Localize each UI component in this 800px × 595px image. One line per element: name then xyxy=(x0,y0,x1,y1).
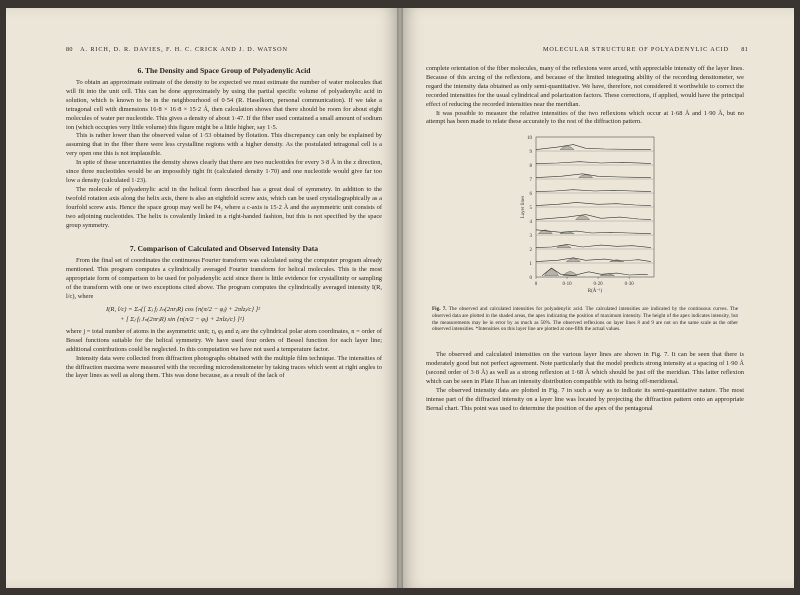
calculated-intensity-curve xyxy=(536,174,651,178)
y-tick-label: 2 xyxy=(529,248,532,254)
y-tick-label: 10 xyxy=(527,136,532,142)
calculated-intensity-curve xyxy=(536,190,651,192)
left-page-number: 80 xyxy=(66,46,73,53)
right-page-number: 81 xyxy=(741,46,748,53)
intensity-equation xyxy=(106,305,382,325)
y-tick-label: 9 xyxy=(529,150,532,156)
calculated-intensity-curve xyxy=(536,245,651,248)
equation-line-2: + [ Σⱼ fⱼ Jₙ(2πrⱼR) sin {n(π/2 − φⱼ) + 2πlzⱼ/c} ]²} xyxy=(120,315,245,323)
calculated-intensity-curve xyxy=(536,215,651,220)
figure-7-caption-text: The observed and calculated intensities for polyadenylic acid. The calculated intensities are indicated by the continuous curves. The observed data are plotted in the shaded areas, the apex indicating the position of maximum intensity. The height of the apex indicates intensity, but the measurements may be in error by as much as 50%. The observed reflexions on layer lines 8 and 9 are not on the same scale as the other observed intensities. *Intensities on this layer line are plotted at one-fifth the actual values. xyxy=(432,306,738,333)
x-tick-label: 0·30 xyxy=(624,282,634,288)
right-paragraph-4: The observed intensity data are plotted in Fig. 7 in such a way as to indicate its semi-quantitative nature. The most intense part of the diffracted intensity on a layer line was located by projecting the diffraction pattern onto an appropriate Bernal chart. This point was used to determine the position of the apex of the pentagonal xyxy=(426,386,744,412)
right-page-content xyxy=(426,65,744,414)
section-7-paragraph-3: Intensity data were collected from diffraction photographs obtained with the multiple film technique. The intensities of the diffraction maxima were measured with the recording microdensitometer by taking traces which went at right angles to the layer lines as well as along them. This was done because, as a result of the lack of xyxy=(66,354,382,380)
left-page-content xyxy=(66,66,382,381)
x-tick-label: 0·10 xyxy=(562,282,572,288)
right-paragraph-2: It was possible to measure the relative intensities of the two reflexions which occur at 1·68 Å and 1·90 Å, but no attempt has been made to relate these accurately to the rest of the diffraction pattern. xyxy=(426,109,744,126)
section-6-paragraph-4: The molecule of polyadenylic acid in the helical form described has a great deal of symmetry. In addition to the twofold rotation axis along the helix axis, there is also an eightfold screw axis, which can be used crystallographically as a fourfold screw axis. Hence the space group may well be P4₂ where a c-axis is 15·2 Å and the asymmetric unit consists of two adjoining nucleotides. The helix is covalently linked in a right-handed fashion, but this is not specified by the space group symmetry. xyxy=(66,185,382,229)
figure-7-chart xyxy=(426,131,744,297)
x-tick-label: 0·20 xyxy=(593,282,603,288)
y-tick-label: 6 xyxy=(529,192,532,198)
left-running-head xyxy=(66,46,288,53)
left-running-head-text: A. RICH, D. R. DAVIES, F. H. C. CRICK AND J. D. WATSON xyxy=(80,46,288,53)
y-tick-label: 7 xyxy=(529,178,532,184)
section-6-paragraph-2: This is rather lower than the observed value of 1·53 obtained by flotation. This discrepancy can only be explained by assuming that in the fiber there were less crystalline regions with a higher density. As the postulated tetragonal cell is a very open one this is not implausible. xyxy=(66,132,382,158)
calculated-intensity-curve xyxy=(536,258,651,262)
calculated-intensity-curve xyxy=(542,268,648,276)
calculated-intensity-curve xyxy=(536,230,651,234)
figure-7-caption xyxy=(432,306,738,332)
x-tick-label: 0 xyxy=(534,282,538,288)
y-tick-label: 1 xyxy=(529,262,532,268)
section-7-title: 7. Comparison of Calculated and Observed Intensity Data xyxy=(129,244,319,254)
x-axis-label: R(Å⁻¹) xyxy=(587,289,603,295)
book-spread xyxy=(6,8,794,588)
y-tick-label: 0 xyxy=(529,276,532,282)
section-6-paragraph-3: In spite of these uncertainties the density shows clearly that there are two nucleotides for every 3·8 Å in the z direction, since three nucleotides would be an impossibly tight fit (calculated density 1·70) and one nucleotide would give far too low a density (calculated 1·23). xyxy=(66,159,382,184)
left-page xyxy=(6,8,400,588)
calculated-intensity-curve xyxy=(536,162,651,164)
figure-7-caption-label: Fig. 7. xyxy=(432,306,447,313)
right-page xyxy=(400,8,794,588)
y-tick-label: 8 xyxy=(529,164,532,170)
y-tick-label: 3 xyxy=(529,234,532,240)
section-7-paragraph-2: where j = total number of atoms in the asymmetric unit; rⱼ, φⱼ and zⱼ are the cylindrical polar atom coordinates, n = order of Bessel functions suitable for the helical symmetry. We have used four orders of Bessel function for each layer line; additional contributions could be neglected. In this computation we have not used a temperature factor. xyxy=(66,327,382,353)
equation-line-1: I(R, l/c) = Σₙ{[ Σⱼ fⱼ Jₙ(2πrⱼR) cos {n(π/2 − φⱼ) + 2πlzⱼ/c} ]² xyxy=(106,305,261,313)
right-paragraph-3: The observed and calculated intensities on the various layer lines are shown in Fig. 7. It can be seen that there is moderately good but not perfect agreement. Note particularly that the model predicts strong intensity at a spacing of 1·90 Å (second order of 3·8 Å) as well as a strong reflexion at 1·68 Å which should be just off the meridian. This latter reflexion which can be seen in Plate II has an intensity distribution compatible with its being off-meridional. xyxy=(426,351,744,386)
right-running-head-text: MOLECULAR STRUCTURE OF POLYADENYLIC ACID xyxy=(543,46,729,53)
calculated-intensity-curve xyxy=(536,203,651,206)
right-running-head xyxy=(543,46,748,53)
y-axis-label: Layer lines xyxy=(521,196,526,219)
figure-7 xyxy=(426,131,744,351)
section-6-title: 6. The Density and Space Group of Polyadenylic Acid xyxy=(137,66,311,75)
y-tick-label: 5 xyxy=(529,206,532,212)
calculated-intensity-curve xyxy=(536,145,651,150)
book-gutter xyxy=(397,8,403,588)
y-tick-label: 4 xyxy=(529,220,532,226)
section-6-paragraph-1: To obtain an approximate estimate of the density to be expected we must estimate the number of water molecules that will fit into the unit cell. This can be done approximately by using the partial specific volume of polyadenylic acid in solution, which is known to be in the neighbourhood of 0·54 (R. Haselkorn, personal communication). If we take a tetragonal cell with dimensions 16·8 × 16·8 × 15·2 Å, then calculation shows that there should be room for about eight molecules of water per nucleotide. This gives a density of about 1·47. If the fiber used contained a small amount of sodium ion (which occupies very little volume) this figure might be a little higher, say 1·5. xyxy=(66,79,382,131)
section-7-paragraph-1: From the final set of coordinates the continuous Fourier transform was calculated using the computer program already mentioned. This program computes a cylindrically averaged Fourier transform for helical molecules. This is the most appropriate form of comparison to be used for polyadenylic acid since there is little evidence for crystallinity or sampling of the transform with one or two exceptions cited above. The program computes the cylindrically averaged intensity I(R, l/c), where xyxy=(66,257,382,301)
right-paragraph-1: complete orientation of the fiber molecules, many of the reflexions were arced, with appreciable intensity off the layer lines. Because of this arcing of the reflexions, and because of the limited integrating ability of the recording densitometer, we regard the intensity data obtained as only semi-quantitative. We have, therefore, not considered it worthwhile to correct the recorded intensities for the usual cylindrical and polarization factors. These corrections, if applied, would have the principal effect of reducing the recorded intensities near the meridian. xyxy=(426,65,744,108)
